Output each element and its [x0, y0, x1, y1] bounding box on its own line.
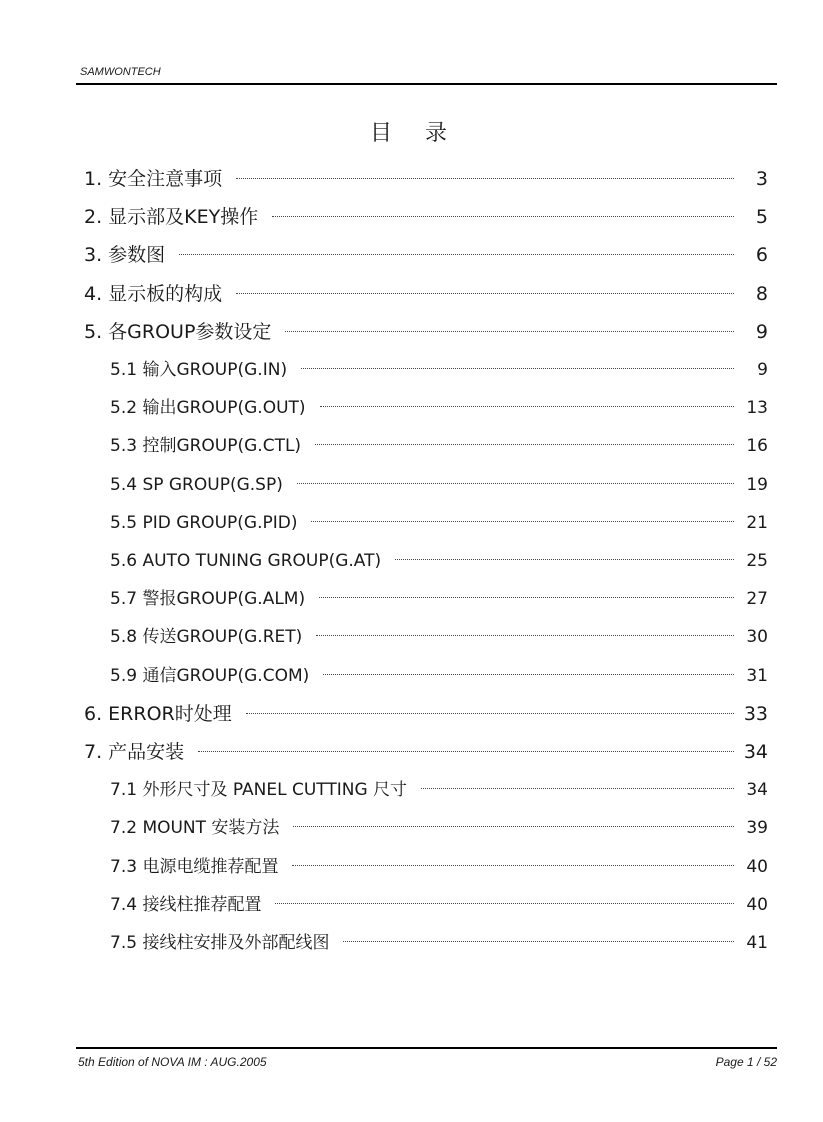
- toc-entry-label: 5.5 PID GROUP(G.PID): [110, 512, 298, 533]
- toc-entry[interactable]: [110, 508, 768, 538]
- page-title: 目 录: [370, 121, 453, 146]
- toc-entry[interactable]: [110, 393, 768, 423]
- toc-entry-page: 21: [746, 512, 768, 533]
- toc-entry-label: 4. 显示板的构成: [84, 282, 223, 305]
- toc-entry[interactable]: [110, 622, 768, 652]
- header-company-name: SAMWONTECH: [80, 66, 161, 78]
- toc-entry-label: 7.4 接线柱推荐配置: [110, 894, 262, 915]
- toc-dot-leader: [316, 634, 734, 636]
- toc-entry[interactable]: [84, 240, 768, 270]
- toc-entry-label: 5.4 SP GROUP(G.SP): [110, 474, 283, 495]
- toc-dot-leader: [236, 292, 734, 294]
- toc-entry-label: 5. 各GROUP参数设定: [84, 320, 272, 343]
- toc-dot-leader: [311, 520, 734, 522]
- footer-edition: 5th Edition of NOVA IM : AUG.2005: [78, 1055, 267, 1069]
- toc-entry[interactable]: [84, 164, 768, 194]
- toc-dot-leader: [179, 253, 734, 255]
- header-divider: [76, 83, 777, 85]
- toc-entry-label: 5.6 AUTO TUNING GROUP(G.AT): [110, 551, 382, 571]
- toc-entry-label: 7.5 接线柱安排及外部配线图: [110, 933, 330, 953]
- toc-dot-leader: [395, 558, 734, 560]
- toc-entry-page: 9: [755, 320, 768, 343]
- toc-entry[interactable]: [110, 775, 768, 805]
- toc-entry-label: 5.8 传送GROUP(G.RET): [110, 627, 303, 648]
- toc-entry-page: 34: [746, 780, 768, 801]
- toc-dot-leader: [272, 215, 734, 217]
- toc-entry-label: 5.7 警报GROUP(G.ALM): [110, 589, 306, 610]
- toc-entry-label: 7. 产品安装: [84, 741, 185, 763]
- toc-dot-leader: [323, 673, 734, 675]
- toc-entry[interactable]: [110, 355, 768, 385]
- toc-entry-page: 33: [743, 702, 768, 725]
- toc-entry[interactable]: [110, 470, 768, 500]
- toc-entry-page: 41: [746, 933, 768, 953]
- toc-entry[interactable]: [84, 202, 768, 232]
- toc-entry[interactable]: [110, 813, 768, 843]
- toc-entry-label: 5.2 输出GROUP(G.OUT): [110, 398, 306, 419]
- toc-entry-page: 6: [755, 244, 768, 267]
- toc-dot-leader: [198, 750, 734, 752]
- toc-entry[interactable]: [110, 546, 768, 576]
- toc-entry-page: 13: [746, 398, 768, 419]
- toc-entry-page: 40: [746, 856, 768, 877]
- toc-entry-label: 7.2 MOUNT 安装方法: [110, 818, 280, 839]
- toc-entry-page: 39: [746, 818, 768, 839]
- toc-entry[interactable]: [84, 317, 768, 347]
- toc-dot-leader: [320, 405, 734, 407]
- toc-entry-label: 7.1 外形尺寸及 PANEL CUTTING 尺寸: [110, 780, 408, 801]
- toc-entry-label: 2. 显示部及KEY操作: [84, 206, 259, 229]
- toc-dot-leader: [315, 443, 734, 445]
- toc-dot-leader: [319, 596, 734, 598]
- toc-dot-leader: [301, 367, 734, 369]
- toc-entry[interactable]: [110, 431, 768, 461]
- toc-entry-page: 5: [755, 206, 768, 229]
- toc-entry-page: 16: [746, 436, 768, 457]
- toc-entry[interactable]: [110, 890, 768, 920]
- toc-entry-label: 6. ERROR时处理: [84, 702, 232, 725]
- toc-entry-page: 8: [755, 282, 768, 305]
- toc-entry-page: 27: [746, 589, 768, 610]
- toc-entry-page: 25: [746, 551, 768, 571]
- footer-page-number: Page 1 / 52: [715, 1055, 777, 1069]
- toc-entry-page: 19: [746, 474, 768, 495]
- toc-dot-leader: [293, 825, 734, 827]
- toc-entry[interactable]: [84, 279, 768, 309]
- toc-entry[interactable]: [110, 852, 768, 882]
- toc-entry-page: 40: [746, 894, 768, 915]
- toc-entry-page: 30: [746, 627, 768, 648]
- toc-entry-label: 1. 安全注意事项: [84, 168, 223, 190]
- toc-dot-leader: [297, 482, 734, 484]
- toc-dot-leader: [246, 712, 734, 714]
- toc-entry-page: 31: [746, 665, 768, 686]
- toc-entry[interactable]: [110, 661, 768, 691]
- toc-dot-leader: [285, 330, 734, 332]
- toc-entry-page: 3: [755, 168, 768, 190]
- footer-divider: [76, 1047, 777, 1049]
- toc-dot-leader: [236, 177, 734, 179]
- toc-entry-page: 9: [757, 360, 768, 380]
- toc-entry-label: 7.3 电源电缆推荐配置: [110, 856, 279, 877]
- toc-dot-leader: [421, 787, 734, 789]
- toc-entry-label: 5.9 通信GROUP(G.COM): [110, 665, 310, 686]
- toc-dot-leader: [343, 940, 734, 942]
- toc-entry[interactable]: [84, 737, 768, 767]
- toc-entry-label: 3. 参数图: [84, 244, 166, 267]
- toc-dot-leader: [275, 902, 734, 904]
- toc-entry[interactable]: [110, 928, 768, 958]
- toc-entry[interactable]: [110, 584, 768, 614]
- toc-entry-label: 5.3 控制GROUP(G.CTL): [110, 436, 302, 457]
- toc-dot-leader: [292, 864, 734, 866]
- toc-entry-label: 5.1 输入GROUP(G.IN): [110, 360, 288, 380]
- toc-entry[interactable]: [84, 699, 768, 729]
- toc-entry-page: 34: [743, 741, 768, 763]
